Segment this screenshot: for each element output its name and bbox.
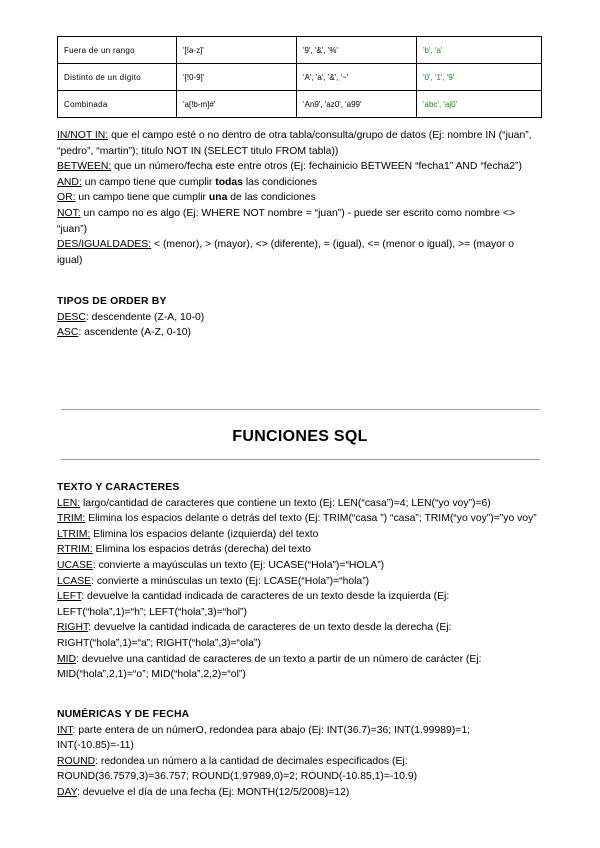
- definition: Elimina los espacios delante o detrás del texto (Ej: TRIM(“casa ”) “casa”; TRIM(“yo voy”)=”yo voy”: [85, 513, 537, 525]
- operator-and: [57, 175, 541, 191]
- operator-not: [57, 206, 541, 237]
- definition: un campo tiene que cumplir: [81, 176, 216, 188]
- row-label: Distinto de un dígito: [58, 64, 177, 91]
- row-non-match: 'A', 'a', '&', '~': [297, 64, 417, 91]
- function-item: [57, 589, 541, 620]
- page-title: FUNCIONES SQL: [232, 428, 368, 445]
- row-non-match: '9', '&', '%': [297, 37, 417, 64]
- table-row: [58, 64, 542, 91]
- operator-in: [57, 128, 541, 159]
- term: ROUND: [57, 755, 96, 767]
- term: RTRIM:: [57, 544, 93, 556]
- definition: : devuelve una cantidad de caracteres de un texto a partir de un número de carácter (Ej: MID(“hola”,2,1)=“o”; MID(“hola”,2,2)=“ol”): [57, 653, 482, 681]
- text-functions-section: [57, 480, 541, 683]
- definition: : parte entera de un númerO, redondea para abajo (Ej: INT(36.7)=36; INT(1.99989)=1; INT(-10.85)=-11): [57, 724, 470, 752]
- term: LEFT: [57, 591, 82, 603]
- term: AND:: [57, 176, 82, 188]
- wildcard-table: [57, 36, 542, 118]
- row-match: '0', '1', '9': [417, 64, 542, 91]
- function-item: [57, 723, 541, 754]
- emphasis: todas: [215, 176, 243, 188]
- definition: largo/cantidad de caracteres que contiene un texto (Ej: LEN(“casa”)=4; LEN(“yo voy”)=6): [80, 497, 491, 509]
- row-non-match: 'An9', 'az0', 'a99': [297, 91, 417, 118]
- term: LCASE: [57, 575, 92, 587]
- operator-comparisons: [57, 237, 541, 268]
- section-heading: TEXTO Y CARACTERES: [57, 482, 180, 493]
- operators-section: [57, 128, 541, 268]
- order-desc: [57, 310, 541, 326]
- function-item: [57, 527, 541, 543]
- row-pattern: '[!0-9]': [177, 64, 297, 91]
- emphasis: una: [208, 192, 228, 204]
- operator-between: [57, 159, 541, 175]
- operator-or: [57, 190, 541, 206]
- term: LEN:: [57, 497, 81, 509]
- function-item: [57, 652, 541, 683]
- divider: [61, 409, 540, 410]
- table-row: [58, 37, 542, 64]
- definition: : convierte a mayúsculas un texto (Ej: UCASE(“Hola”)=“HOLA”): [92, 559, 385, 571]
- definition: que el campo esté o no dentro de otra tabla/consulta/grupo de datos (Ej: nombre IN (“juan”, “pedro”, “martin”); titulo NOT IN (SELECT titulo FROM tabla)): [57, 130, 532, 157]
- function-item: [57, 496, 541, 512]
- term: ASC: [57, 327, 79, 339]
- definition: < (menor), > (mayor), <> (diferente), = (igual), <= (menor o igual), >= (mayor o igual): [57, 239, 515, 266]
- definition: : devuelve la cantidad indicada de caracteres de un texto desde la derecha (Ej: RIGHT(“hola”,1)=“a”; RIGHT(“hola”,3)=“ola”): [57, 622, 452, 649]
- row-pattern: 'a[!b-m]#': [177, 91, 297, 118]
- term: INT: [57, 724, 73, 736]
- function-item: [57, 574, 541, 590]
- term: OR:: [57, 192, 76, 204]
- definition: : convierte a minúsculas un texto (Ej: LCASE(“Hola”)=“hola”): [91, 575, 370, 587]
- function-item: [57, 558, 541, 574]
- row-pattern: '[!a-z]': [177, 37, 297, 64]
- term: DAY: [57, 786, 78, 798]
- definition: : descendente (Z-A, 10-0): [85, 311, 205, 323]
- term: UCASE: [57, 559, 93, 571]
- term: RIGHT: [57, 622, 89, 634]
- section-heading: NUMÉRICAS Y DE FECHA: [57, 709, 190, 720]
- definition: las condiciones: [242, 176, 317, 188]
- term: TRIM:: [57, 513, 86, 525]
- function-item: [57, 511, 541, 527]
- function-item: [57, 754, 541, 785]
- row-match: 'abc', 'aj0': [417, 91, 542, 118]
- function-item: [57, 620, 541, 651]
- definition: : devuelve la cantidad indicada de caracteres de un texto desde la izquierda (Ej: LEFT(“hola”,1)=“h”; LEFT(“hola”,3)=“hol”): [57, 591, 450, 618]
- section-heading: TIPOS DE ORDER BY: [57, 296, 167, 307]
- definition: un campo tiene que cumplir: [75, 192, 209, 204]
- numeric-functions-section: [57, 707, 541, 801]
- definition: un campo no es algo (Ej: WHERE NOT nombre = “juan”) - puede ser escrito como nombre <> “juan”): [57, 207, 516, 235]
- definition: de las condiciones: [227, 192, 316, 204]
- definition: : ascendente (A-Z, 0-10): [78, 327, 191, 339]
- order-asc: [57, 325, 541, 341]
- row-label: Combinada: [58, 91, 177, 118]
- term: NOT:: [57, 207, 81, 219]
- term: IN/NOT IN:: [57, 130, 109, 141]
- term: DES/IGUALDADES:: [57, 239, 152, 251]
- table-row: [58, 91, 542, 118]
- term: LTRIM:: [57, 528, 91, 540]
- term: BETWEEN:: [57, 161, 112, 173]
- divider: [61, 459, 540, 460]
- row-match: 'b', 'a': [417, 37, 542, 64]
- term: DESC: [57, 311, 86, 323]
- definition: Elimina los espacios detrás (derecha) del texto: [92, 544, 311, 556]
- function-item: [57, 542, 541, 558]
- definition: : redondea un número a la cantidad de decimales especificados (Ej: ROUND(36.7579,3)=36.757; ROUND(1.97989,0)=2; ROUND(-10.85,1)=-10.9): [57, 755, 418, 783]
- order-by-section: [57, 294, 541, 341]
- term: MID: [57, 653, 77, 665]
- definition: : devuelve el día de una fecha (Ej: MONTH(12/5/2008)=12): [77, 786, 350, 798]
- definition: que un número/fecha este entre otros (Ej: fechainicio BETWEEN “fecha1” AND “fecha2”): [111, 161, 522, 173]
- definition: Elimina los espacios delante (izquierda) del texto: [90, 528, 319, 540]
- row-label: Fuera de un rango: [58, 37, 177, 64]
- function-item: [57, 785, 541, 801]
